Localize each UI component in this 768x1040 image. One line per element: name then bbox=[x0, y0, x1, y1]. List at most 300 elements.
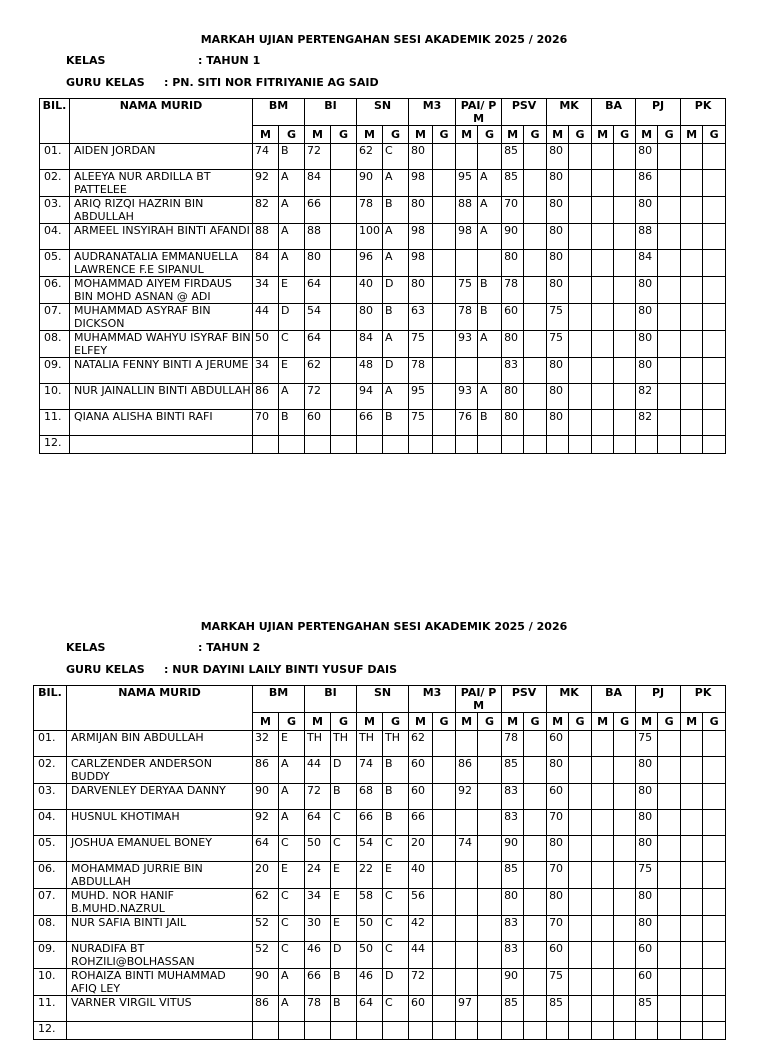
mark-cell bbox=[456, 969, 478, 996]
grade-cell bbox=[614, 836, 636, 862]
grade-cell: A bbox=[383, 331, 409, 358]
mark-cell: 62 bbox=[357, 144, 383, 170]
subject-header: M3 bbox=[409, 686, 456, 713]
grade-cell bbox=[614, 170, 636, 197]
subject-header: PSV bbox=[502, 686, 547, 713]
row-number: 07. bbox=[40, 304, 70, 331]
grade-cell bbox=[614, 436, 636, 454]
mark-cell bbox=[592, 757, 614, 784]
mark-cell bbox=[592, 996, 614, 1022]
grade-cell bbox=[524, 331, 547, 358]
mark-cell: 86 bbox=[456, 757, 478, 784]
mark-cell: 80 bbox=[547, 277, 569, 304]
mark-cell bbox=[592, 197, 614, 224]
mark-cell bbox=[592, 1022, 614, 1040]
mark-cell bbox=[456, 862, 478, 889]
grade-cell: C bbox=[383, 942, 409, 969]
teacher-info bbox=[66, 663, 397, 676]
mark-cell: 40 bbox=[357, 277, 383, 304]
mark-cell bbox=[253, 436, 279, 454]
guru-label: GURU KELAS bbox=[66, 76, 145, 89]
mark-cell: 88 bbox=[456, 197, 478, 224]
mark-cell bbox=[592, 224, 614, 250]
grade-cell bbox=[478, 757, 502, 784]
mark-cell: 66 bbox=[305, 969, 331, 996]
mark-cell bbox=[357, 1022, 383, 1040]
mark-cell: 98 bbox=[409, 224, 433, 250]
student-row bbox=[40, 277, 726, 304]
grade-cell bbox=[331, 384, 357, 410]
mark-cell: 84 bbox=[305, 170, 331, 197]
mark-cell: 50 bbox=[357, 942, 383, 969]
subject-header: BM bbox=[253, 686, 305, 713]
grade-cell bbox=[524, 224, 547, 250]
grade-cell bbox=[569, 436, 592, 454]
grade-cell bbox=[614, 1022, 636, 1040]
mark-cell bbox=[456, 1022, 478, 1040]
grade-subheader: G bbox=[383, 126, 409, 144]
grade-cell: C bbox=[279, 942, 305, 969]
grade-cell bbox=[569, 757, 592, 784]
mark-cell: 44 bbox=[305, 757, 331, 784]
grade-cell bbox=[478, 144, 502, 170]
mark-cell: 56 bbox=[409, 889, 433, 916]
student-row bbox=[34, 942, 726, 969]
mark-cell: TH bbox=[305, 731, 331, 757]
mark-cell bbox=[547, 1022, 569, 1040]
mark-cell: 60 bbox=[305, 410, 331, 436]
grade-cell: B bbox=[331, 784, 357, 810]
mark-cell bbox=[636, 1022, 658, 1040]
mark-cell bbox=[681, 889, 703, 916]
mark-cell: 100 bbox=[357, 224, 383, 250]
mark-subheader: M bbox=[636, 126, 658, 144]
mark-cell: 83 bbox=[502, 784, 524, 810]
student-name: NUR JAINALLIN BINTI ABDULLAH bbox=[70, 384, 253, 410]
grade-cell bbox=[658, 197, 681, 224]
grade-cell: C bbox=[383, 916, 409, 942]
mark-cell: 72 bbox=[409, 969, 433, 996]
grade-cell bbox=[614, 144, 636, 170]
grade-cell bbox=[478, 436, 502, 454]
grade-cell bbox=[614, 358, 636, 384]
grade-cell bbox=[703, 197, 726, 224]
class-info bbox=[66, 641, 260, 654]
grade-cell: A bbox=[383, 170, 409, 197]
grade-cell: B bbox=[478, 304, 502, 331]
bil-header: BIL. bbox=[40, 99, 70, 144]
mark-cell: 58 bbox=[357, 889, 383, 916]
marks-body bbox=[34, 731, 726, 1040]
grade-cell: C bbox=[383, 996, 409, 1022]
subject-header: BI bbox=[305, 99, 357, 126]
mark-subheader: M bbox=[547, 713, 569, 731]
grade-cell bbox=[569, 942, 592, 969]
mark-cell: 88 bbox=[636, 224, 658, 250]
grade-cell bbox=[658, 996, 681, 1022]
grade-cell: D bbox=[383, 969, 409, 996]
grade-cell bbox=[524, 358, 547, 384]
grade-subheader: G bbox=[703, 713, 726, 731]
mark-cell: 80 bbox=[636, 757, 658, 784]
mark-cell bbox=[592, 410, 614, 436]
grade-cell: B bbox=[279, 144, 305, 170]
mark-cell: 42 bbox=[409, 916, 433, 942]
mark-cell bbox=[681, 170, 703, 197]
grade-cell bbox=[614, 757, 636, 784]
grade-cell bbox=[614, 942, 636, 969]
grade-cell bbox=[569, 331, 592, 358]
grade-cell: C bbox=[279, 889, 305, 916]
grade-cell bbox=[569, 889, 592, 916]
grade-cell: C bbox=[331, 836, 357, 862]
mark-cell bbox=[592, 784, 614, 810]
subject-header: PAI/ PM bbox=[456, 686, 502, 713]
mark-cell: 63 bbox=[409, 304, 433, 331]
mark-cell: 80 bbox=[305, 250, 331, 277]
mark-cell: TH bbox=[357, 731, 383, 757]
grade-cell: B bbox=[383, 197, 409, 224]
student-row bbox=[34, 1022, 726, 1040]
mark-subheader: M bbox=[636, 713, 658, 731]
row-number: 10. bbox=[40, 384, 70, 410]
mark-cell: 85 bbox=[502, 996, 524, 1022]
grade-cell: D bbox=[383, 358, 409, 384]
mark-cell: 80 bbox=[547, 224, 569, 250]
student-name: QIANA ALISHA BINTI RAFI bbox=[70, 410, 253, 436]
mark-cell bbox=[681, 304, 703, 331]
grade-cell: E bbox=[279, 731, 305, 757]
grade-cell bbox=[569, 144, 592, 170]
row-number: 04. bbox=[40, 224, 70, 250]
mark-cell bbox=[681, 810, 703, 836]
mark-cell: 20 bbox=[409, 836, 433, 862]
grade-cell bbox=[524, 410, 547, 436]
mark-cell: 80 bbox=[547, 757, 569, 784]
row-number: 05. bbox=[40, 250, 70, 277]
grade-subheader: G bbox=[569, 126, 592, 144]
grade-cell bbox=[331, 144, 357, 170]
mark-subheader: M bbox=[592, 126, 614, 144]
mark-cell: 60 bbox=[547, 731, 569, 757]
mark-cell: 80 bbox=[636, 358, 658, 384]
grade-cell bbox=[524, 784, 547, 810]
mark-cell bbox=[592, 969, 614, 996]
mark-cell: 92 bbox=[253, 170, 279, 197]
grade-cell bbox=[331, 410, 357, 436]
grade-cell bbox=[331, 436, 357, 454]
mark-cell: 70 bbox=[547, 862, 569, 889]
grade-cell bbox=[383, 436, 409, 454]
mark-cell: 82 bbox=[636, 384, 658, 410]
row-number: 01. bbox=[40, 144, 70, 170]
grade-cell: A bbox=[383, 384, 409, 410]
subject-header: PSV bbox=[502, 99, 547, 126]
grade-cell bbox=[433, 331, 456, 358]
mark-cell: 66 bbox=[357, 810, 383, 836]
grade-cell bbox=[433, 304, 456, 331]
mark-cell: 94 bbox=[357, 384, 383, 410]
mark-cell: 98 bbox=[409, 170, 433, 197]
mark-cell bbox=[592, 810, 614, 836]
grade-cell bbox=[433, 784, 456, 810]
grade-cell: A bbox=[383, 224, 409, 250]
grade-cell bbox=[703, 410, 726, 436]
grade-cell: TH bbox=[331, 731, 357, 757]
mark-cell: 64 bbox=[305, 277, 331, 304]
grade-subheader: G bbox=[569, 713, 592, 731]
grade-cell bbox=[703, 942, 726, 969]
grade-cell: C bbox=[383, 836, 409, 862]
grade-cell bbox=[703, 810, 726, 836]
row-number: 01. bbox=[34, 731, 67, 757]
subject-header: SN bbox=[357, 99, 409, 126]
mark-cell bbox=[592, 331, 614, 358]
mark-cell: 62 bbox=[305, 358, 331, 384]
grade-cell bbox=[658, 889, 681, 916]
grade-cell bbox=[279, 1022, 305, 1040]
grade-cell: A bbox=[279, 197, 305, 224]
mark-cell: 60 bbox=[502, 304, 524, 331]
grade-cell: B bbox=[383, 304, 409, 331]
mark-cell bbox=[592, 250, 614, 277]
student-row bbox=[40, 170, 726, 197]
grade-cell bbox=[331, 358, 357, 384]
row-number: 02. bbox=[40, 170, 70, 197]
grade-cell bbox=[524, 144, 547, 170]
grade-cell: C bbox=[383, 889, 409, 916]
mark-cell: 83 bbox=[502, 358, 524, 384]
grade-cell: C bbox=[331, 810, 357, 836]
mark-cell: 97 bbox=[456, 996, 478, 1022]
grade-cell bbox=[478, 862, 502, 889]
mark-cell bbox=[592, 170, 614, 197]
mark-cell: 70 bbox=[547, 810, 569, 836]
grade-cell: D bbox=[331, 757, 357, 784]
mark-cell: 64 bbox=[253, 836, 279, 862]
grade-cell bbox=[478, 731, 502, 757]
mark-subheader: M bbox=[409, 713, 433, 731]
grade-cell bbox=[658, 969, 681, 996]
grade-cell bbox=[614, 250, 636, 277]
row-number: 06. bbox=[40, 277, 70, 304]
grade-cell bbox=[433, 144, 456, 170]
mark-cell: 83 bbox=[502, 942, 524, 969]
grade-cell: D bbox=[331, 942, 357, 969]
grade-cell bbox=[331, 197, 357, 224]
mark-cell: 90 bbox=[253, 784, 279, 810]
grade-cell bbox=[331, 331, 357, 358]
grade-cell bbox=[658, 358, 681, 384]
bil-header: BIL. bbox=[34, 686, 67, 731]
student-name: NUR SAFIA BINTI JAIL bbox=[67, 916, 253, 942]
mark-cell bbox=[681, 916, 703, 942]
mark-cell: 80 bbox=[547, 836, 569, 862]
grade-cell bbox=[703, 969, 726, 996]
grade-cell bbox=[658, 731, 681, 757]
mark-cell: 80 bbox=[636, 810, 658, 836]
row-number: 03. bbox=[34, 784, 67, 810]
mark-cell: 86 bbox=[253, 757, 279, 784]
student-row bbox=[34, 757, 726, 784]
mark-cell: 80 bbox=[636, 784, 658, 810]
grade-cell bbox=[614, 331, 636, 358]
mark-cell: 83 bbox=[502, 810, 524, 836]
mark-cell bbox=[456, 889, 478, 916]
student-row bbox=[40, 331, 726, 358]
mark-cell: 88 bbox=[305, 224, 331, 250]
grade-cell: B bbox=[383, 784, 409, 810]
grade-cell bbox=[658, 250, 681, 277]
row-number: 12. bbox=[40, 436, 70, 454]
mark-cell: 24 bbox=[305, 862, 331, 889]
mark-cell bbox=[681, 862, 703, 889]
mark-cell: 75 bbox=[547, 969, 569, 996]
grade-cell bbox=[478, 942, 502, 969]
mark-cell bbox=[681, 384, 703, 410]
mark-cell: 80 bbox=[502, 410, 524, 436]
mark-cell: 72 bbox=[305, 384, 331, 410]
grade-cell bbox=[524, 916, 547, 942]
mark-cell: 64 bbox=[305, 810, 331, 836]
student-name: ARIQ RIZQI HAZRIN BIN ABDULLAH bbox=[70, 197, 253, 224]
grade-subheader: G bbox=[478, 713, 502, 731]
mark-cell: 78 bbox=[305, 996, 331, 1022]
grade-cell: A bbox=[279, 996, 305, 1022]
mark-cell bbox=[357, 436, 383, 454]
grade-cell bbox=[524, 810, 547, 836]
grade-cell bbox=[433, 889, 456, 916]
grade-cell bbox=[658, 784, 681, 810]
grade-cell bbox=[569, 224, 592, 250]
mark-subheader: M bbox=[502, 126, 524, 144]
mark-cell: 80 bbox=[636, 331, 658, 358]
mark-cell bbox=[681, 358, 703, 384]
grade-cell bbox=[524, 757, 547, 784]
grade-cell: C bbox=[279, 836, 305, 862]
mark-subheader: M bbox=[592, 713, 614, 731]
mark-cell bbox=[681, 1022, 703, 1040]
grade-cell: D bbox=[279, 304, 305, 331]
grade-cell bbox=[524, 889, 547, 916]
mark-cell: 80 bbox=[547, 250, 569, 277]
grade-cell: B bbox=[279, 410, 305, 436]
guru-value: : NUR DAYINI LAILY BINTI YUSUF DAIS bbox=[164, 663, 398, 676]
mark-cell bbox=[592, 731, 614, 757]
grade-cell bbox=[614, 862, 636, 889]
grade-cell bbox=[478, 996, 502, 1022]
grade-cell bbox=[658, 384, 681, 410]
mark-cell: 50 bbox=[253, 331, 279, 358]
grade-cell bbox=[658, 436, 681, 454]
grade-subheader: G bbox=[383, 713, 409, 731]
row-number: 11. bbox=[34, 996, 67, 1022]
student-row bbox=[34, 916, 726, 942]
grade-subheader: G bbox=[331, 126, 357, 144]
mark-cell: 78 bbox=[357, 197, 383, 224]
mark-subheader: M bbox=[305, 713, 331, 731]
mark-cell bbox=[681, 250, 703, 277]
grade-cell: E bbox=[279, 358, 305, 384]
section-title: MARKAH UJIAN PERTENGAHAN SESI AKADEMIK 2025 / 2026 bbox=[200, 620, 568, 633]
mark-cell: 75 bbox=[636, 862, 658, 889]
mark-cell: 86 bbox=[636, 170, 658, 197]
mark-cell: 80 bbox=[636, 277, 658, 304]
student-row bbox=[34, 731, 726, 757]
grade-cell bbox=[524, 731, 547, 757]
mark-cell bbox=[681, 331, 703, 358]
grade-cell bbox=[658, 144, 681, 170]
mark-cell: 75 bbox=[409, 410, 433, 436]
grade-cell: A bbox=[279, 784, 305, 810]
grade-cell bbox=[433, 996, 456, 1022]
grade-cell: C bbox=[383, 144, 409, 170]
mark-cell bbox=[456, 810, 478, 836]
row-number: 10. bbox=[34, 969, 67, 996]
mark-cell bbox=[681, 144, 703, 170]
mark-cell bbox=[681, 731, 703, 757]
student-row bbox=[40, 304, 726, 331]
row-number: 08. bbox=[34, 916, 67, 942]
mark-cell bbox=[456, 436, 478, 454]
student-name: AIDEN JORDAN bbox=[70, 144, 253, 170]
grade-cell: E bbox=[279, 862, 305, 889]
grade-cell bbox=[658, 862, 681, 889]
row-number: 09. bbox=[40, 358, 70, 384]
grade-cell: B bbox=[383, 410, 409, 436]
student-name: MUHAMMAD ASYRAF BIN DICKSON bbox=[70, 304, 253, 331]
grade-cell bbox=[433, 197, 456, 224]
student-row bbox=[34, 996, 726, 1022]
mark-cell: 95 bbox=[456, 170, 478, 197]
mark-cell bbox=[681, 436, 703, 454]
grade-cell: A bbox=[478, 224, 502, 250]
marks-body bbox=[40, 144, 726, 454]
mark-cell: 98 bbox=[409, 250, 433, 277]
grade-cell bbox=[524, 942, 547, 969]
mark-cell: 80 bbox=[502, 384, 524, 410]
grade-cell bbox=[478, 358, 502, 384]
mark-subheader: M bbox=[456, 126, 478, 144]
grade-cell bbox=[524, 996, 547, 1022]
grade-cell bbox=[569, 784, 592, 810]
mark-subheader: M bbox=[681, 126, 703, 144]
mark-cell: 78 bbox=[502, 277, 524, 304]
grade-cell bbox=[569, 996, 592, 1022]
mark-cell bbox=[592, 942, 614, 969]
mark-cell: 60 bbox=[547, 784, 569, 810]
mark-cell: 86 bbox=[253, 996, 279, 1022]
grade-cell bbox=[614, 410, 636, 436]
mark-cell: 74 bbox=[357, 757, 383, 784]
student-row bbox=[34, 784, 726, 810]
grade-cell bbox=[658, 331, 681, 358]
grade-cell bbox=[658, 836, 681, 862]
subject-header: PAI/ PM bbox=[456, 99, 502, 126]
mark-cell: 85 bbox=[502, 170, 524, 197]
mark-cell: 80 bbox=[547, 144, 569, 170]
mark-cell: 60 bbox=[547, 942, 569, 969]
mark-subheader: M bbox=[456, 713, 478, 731]
mark-cell: 54 bbox=[357, 836, 383, 862]
student-name: ALEEYA NUR ARDILLA BT PATTELEE bbox=[70, 170, 253, 197]
grade-subheader: G bbox=[703, 126, 726, 144]
mark-cell: 72 bbox=[305, 144, 331, 170]
grade-cell bbox=[703, 144, 726, 170]
grade-cell bbox=[569, 969, 592, 996]
mark-cell bbox=[681, 277, 703, 304]
grade-cell bbox=[569, 304, 592, 331]
